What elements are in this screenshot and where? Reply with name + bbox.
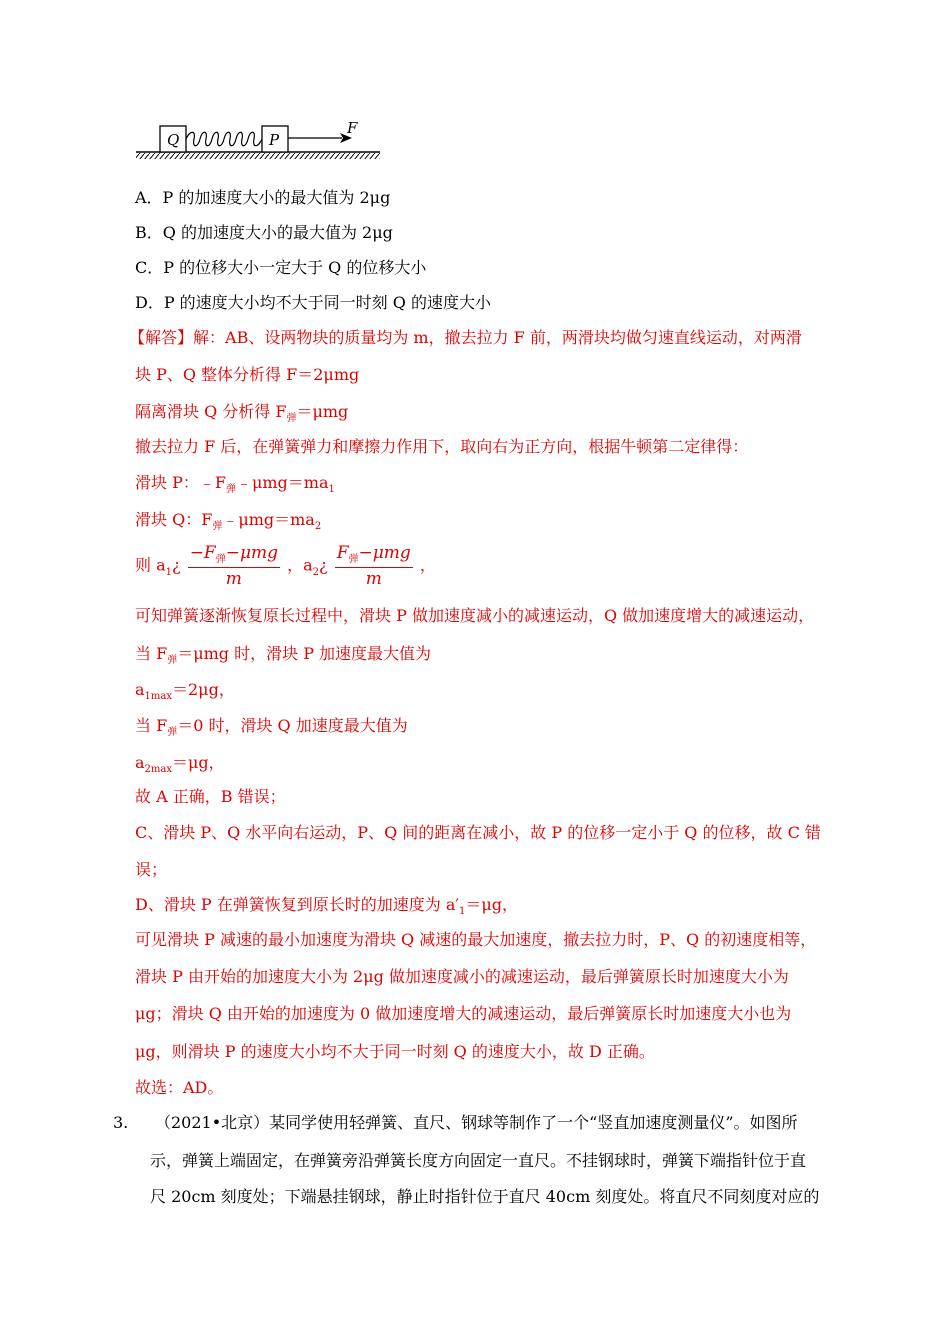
answer-line-12: $a_{2max}=\mu g$，: [135, 753, 225, 775]
question-3-number: 3.: [113, 1113, 129, 1132]
answer-line-9: 当 $F_弹=\mu mg$ 时，滑块 P 加速度最大值为: [135, 644, 432, 666]
answer-line-18: 滑块 P 由开始的加速度大小为 2μg 做加速度减小的减速运动，最后弹簧原长时加速度大小为: [135, 967, 789, 986]
option-c: C．P 的位移大小一定大于 Q 的位移大小: [135, 258, 427, 277]
answer-line-13: 故 A 正确，B 错误；: [135, 787, 286, 806]
answer-line-20: μg，则滑块 P 的速度大小均不大于同一时刻 Q 的速度大小，故 D 正确。: [135, 1042, 655, 1061]
spring-blocks-figure: [134, 118, 384, 164]
option-a: A．P 的加速度大小的最大值为 2μg: [135, 188, 391, 207]
answer-line-7-formula: 则 $a_1¿$ $\frac{-F_弹-\mu mg}{m}$ ，$a_2¿$ $\frac{F_弹-\mu mg}{m}$ ，: [135, 543, 436, 589]
answer-line-1: 【解答】解：AB、设两物块的质量均为 m，撤去拉力 F 前，两滑块均做匀速直线运动，对两滑: [129, 328, 802, 347]
force-label: F: [347, 119, 358, 137]
answer-line-2: 块 P、Q 整体分析得 F＝2μmg: [135, 365, 360, 384]
answer-line-3: 隔离滑块 Q 分析得 $F_弹=\mu mg$: [135, 402, 349, 424]
answer-line-19: μg；滑块 Q 由开始的加速度为 0 做加速度增大的减速运动，最后弹簧原长时加速度大小也为: [135, 1004, 792, 1023]
option-d: D．P 的速度大小均不大于同一时刻 Q 的速度大小: [135, 293, 491, 312]
question-3-line-1: （2021•北京）某同学使用轻弹簧、直尺、钢球等制作了一个“竖直加速度测量仪”。如图所: [155, 1113, 798, 1132]
block-q-label: Q: [167, 131, 180, 149]
answer-line-4: 撤去拉力 F 后，在弹簧弹力和摩擦力作用下，取向右为正方向，根据牛顿第二定律得：: [135, 437, 749, 456]
option-b: B．Q 的加速度大小的最大值为 2μg: [135, 223, 393, 242]
answer-line-15: 误；: [135, 860, 168, 879]
answer-line-6: 滑块 Q：$F_弹﹣\mu mg=ma_2$: [135, 510, 322, 532]
answer-line-21: 故选：AD。: [135, 1078, 224, 1097]
answer-line-10: $a_{1max}=2\mu g$，: [135, 680, 235, 702]
answer-tag: 【解答】: [129, 328, 194, 347]
fraction-a2: $\frac{F_弹-\mu mg}{m}$: [336, 543, 411, 589]
answer-line-11: 当 $F_弹=0$ 时，滑块 Q 加速度最大值为: [135, 716, 408, 738]
answer-line-5: 滑块 P：$﹣F_弹﹣\mu mg=ma_1$: [135, 473, 335, 495]
fraction-a1: $\frac{-F_弹-\mu mg}{m}$: [189, 543, 279, 589]
answer-line-14: C、滑块 P、Q 水平向右运动，P、Q 间的距离在减小，故 P 的位移一定小于 Q 的位移，故 C 错: [135, 823, 821, 842]
spring: [186, 132, 262, 146]
block-p-label: P: [269, 131, 280, 149]
question-3-line-3: 尺 20cm 刻度处；下端悬挂钢球，静止时指针位于直尺 40cm 刻度处。将直尺不同刻度对应的: [150, 1187, 820, 1206]
answer-line-16: D、滑块 P 在弹簧恢复到原长时的加速度为 $a'_1=\mu g$，: [135, 895, 519, 917]
question-3-line-2: 示，弹簧上端固定，在弹簧旁沿弹簧长度方向固定一直尺。不挂钢球时，弹簧下端指针位于直: [150, 1151, 807, 1170]
answer-line-17: 可见滑块 P 减速的最小加速度为滑块 Q 减速的最大加速度，撤去拉力时，P、Q 的初速度相等，: [135, 930, 817, 949]
answer-line-8: 可知弹簧逐渐恢复原长过程中，滑块 P 做加速度减小的减速运动，Q 做加速度增大的减速运动，: [135, 606, 815, 625]
